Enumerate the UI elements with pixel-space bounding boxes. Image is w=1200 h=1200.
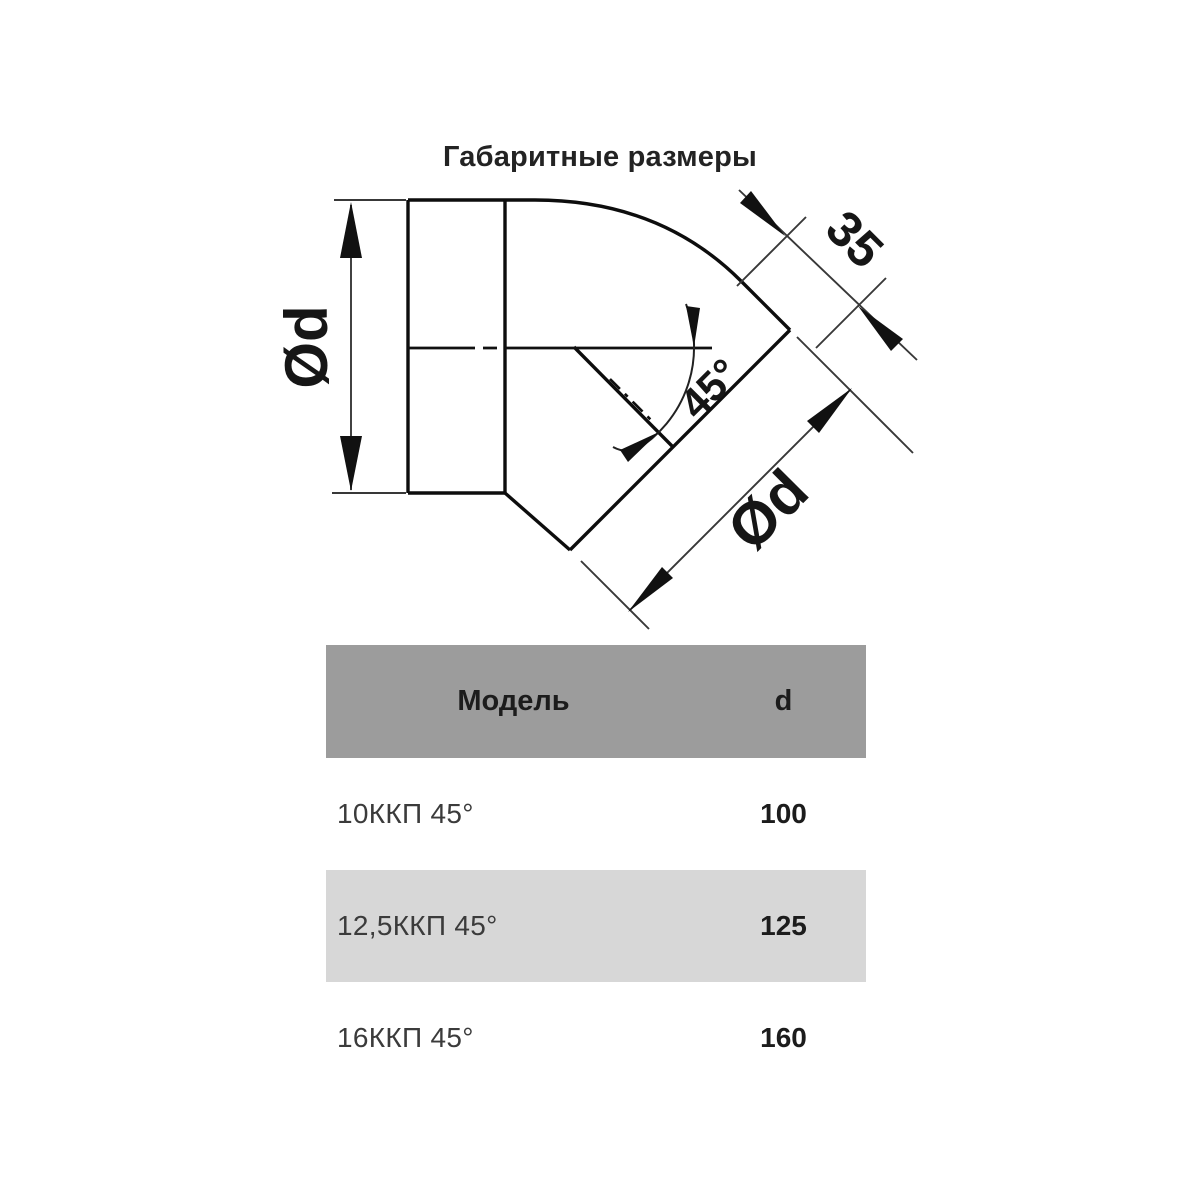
dim-collar-35 xyxy=(737,190,917,360)
model-cell: 10ККП 45° xyxy=(337,798,474,829)
arrow-up-icon xyxy=(340,202,362,258)
angle-arc xyxy=(636,304,694,450)
centerlines xyxy=(408,348,712,424)
d-value-cell: 160 xyxy=(760,1022,807,1053)
page-title: Габаритные размеры xyxy=(443,141,757,173)
column-header-model: Модель xyxy=(457,685,570,717)
table-row xyxy=(326,758,866,870)
arrow-outward-icon xyxy=(807,388,852,433)
table-row xyxy=(326,870,866,982)
collar-length-label: 35 xyxy=(815,199,895,279)
arrow-to-diagonal-icon xyxy=(620,432,659,462)
model-cell: 12,5ККП 45° xyxy=(337,910,498,941)
table-row xyxy=(326,982,866,1094)
inlet-diameter-label: Ød xyxy=(272,305,340,389)
dim-inlet-diameter xyxy=(273,200,406,493)
outer-profile-arc xyxy=(535,200,790,330)
d-value-cell: 100 xyxy=(760,798,807,829)
arrow-inward-icon xyxy=(740,191,785,236)
table-header-row xyxy=(326,645,866,758)
arrow-outward-icon xyxy=(628,567,673,612)
dim-outlet-diameter xyxy=(581,337,913,629)
arrow-down-icon xyxy=(340,436,362,491)
model-cell: 16ККП 45° xyxy=(337,1022,474,1053)
arrow-inward-icon xyxy=(858,306,903,351)
bend-angle-label: 45° xyxy=(670,349,749,428)
column-header-d: d xyxy=(774,685,793,717)
outlet-centerline xyxy=(610,379,655,424)
d-value-cell: 125 xyxy=(760,910,807,941)
inner-corner-edge xyxy=(505,493,570,550)
outlet-diameter-label: Ød xyxy=(714,456,821,563)
spec-table xyxy=(326,645,866,1094)
arrow-to-horizontal-icon xyxy=(686,306,700,347)
